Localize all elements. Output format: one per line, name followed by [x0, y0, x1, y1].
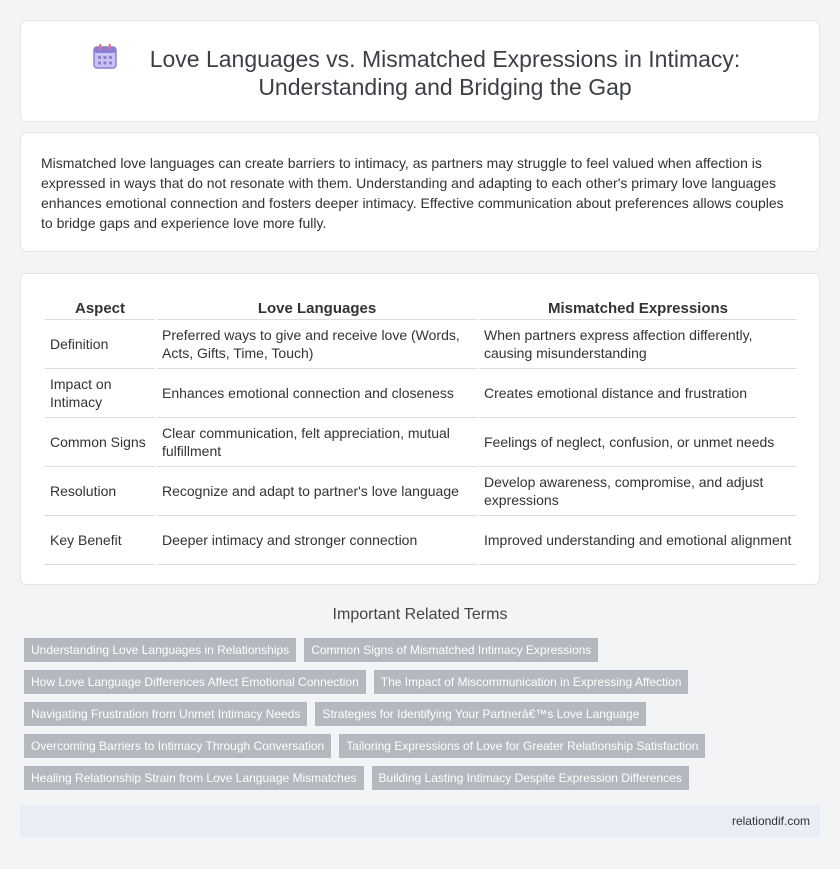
- table-cell: Deeper intimacy and stronger connection: [157, 516, 477, 565]
- related-term-tag[interactable]: Healing Relationship Strain from Love Language Mismatches: [24, 766, 364, 790]
- tag-row: [24, 670, 724, 694]
- table-cell: Recognize and adapt to partner's love language: [157, 467, 477, 516]
- table-cell: Creates emotional distance and frustration: [479, 369, 797, 418]
- tag-row: [24, 766, 724, 790]
- table-row: [45, 467, 797, 516]
- related-term-tag[interactable]: How Love Language Differences Affect Emotional Connection: [24, 670, 366, 694]
- header-aspect: Aspect: [45, 296, 155, 320]
- table-cell: Definition: [45, 320, 155, 369]
- related-term-tag[interactable]: Understanding Love Languages in Relationships: [24, 638, 296, 662]
- table-header-row: [45, 296, 797, 320]
- table-cell: Impact on Intimacy: [45, 369, 155, 418]
- intro-card: [20, 132, 820, 252]
- table-cell: Develop awareness, compromise, and adjust expressions: [479, 467, 797, 516]
- related-terms-list: [24, 638, 724, 798]
- related-term-tag[interactable]: Tailoring Expressions of Love for Greater Relationship Satisfaction: [339, 734, 705, 758]
- table-cell: Enhances emotional connection and closeness: [157, 369, 477, 418]
- header-love-languages: Love Languages: [157, 296, 477, 320]
- table-row: [45, 516, 797, 565]
- table-row: [45, 320, 797, 369]
- tag-row: [24, 734, 724, 758]
- header-mismatched-expressions: Mismatched Expressions: [479, 296, 797, 320]
- table-row: [45, 418, 797, 467]
- related-term-tag[interactable]: Common Signs of Mismatched Intimacy Expressions: [304, 638, 598, 662]
- header-card: [20, 20, 820, 122]
- footer-site-link[interactable]: relationdif.com: [731, 814, 810, 828]
- intro-paragraph: Mismatched love languages can create barriers to intimacy, as partners may struggle to feel valued when affection is expressed in ways that do not resonate with them. Understanding and adapting to each other's primary love languages enhances emotional connection and fosters deeper intimacy. Effective communication about preferences allows couples to bridge gaps and experience love more fully.: [41, 155, 784, 231]
- table-cell: Preferred ways to give and receive love (Words, Acts, Gifts, Time, Touch): [157, 320, 477, 369]
- related-term-tag[interactable]: The Impact of Miscommunication in Expressing Affection: [374, 670, 689, 694]
- tag-row: [24, 638, 724, 662]
- table-cell: Improved understanding and emotional alignment: [479, 516, 797, 565]
- table-cell: Resolution: [45, 467, 155, 516]
- table-row: [45, 369, 797, 418]
- related-terms-heading: Important Related Terms: [332, 606, 508, 623]
- footer: [20, 805, 820, 838]
- table-cell: Key Benefit: [45, 516, 155, 565]
- page-title: Love Languages vs. Mismatched Expressions in Intimacy: Understanding and Bridging the Gap: [149, 46, 741, 100]
- table-cell: Clear communication, felt appreciation, mutual fulfillment: [157, 418, 477, 467]
- tag-row: [24, 702, 724, 726]
- comparison-table: [43, 296, 799, 565]
- related-term-tag[interactable]: Strategies for Identifying Your Partnerâ€™s Love Language: [315, 702, 646, 726]
- table-cell: Feelings of neglect, confusion, or unmet needs: [479, 418, 797, 467]
- comparison-card: [20, 273, 820, 585]
- related-term-tag[interactable]: Overcoming Barriers to Intimacy Through Conversation: [24, 734, 331, 758]
- table-cell: Common Signs: [45, 418, 155, 467]
- related-term-tag[interactable]: Navigating Frustration from Unmet Intimacy Needs: [24, 702, 307, 726]
- table-cell: When partners express affection differently, causing misunderstanding: [479, 320, 797, 369]
- related-term-tag[interactable]: Building Lasting Intimacy Despite Expression Differences: [372, 766, 689, 790]
